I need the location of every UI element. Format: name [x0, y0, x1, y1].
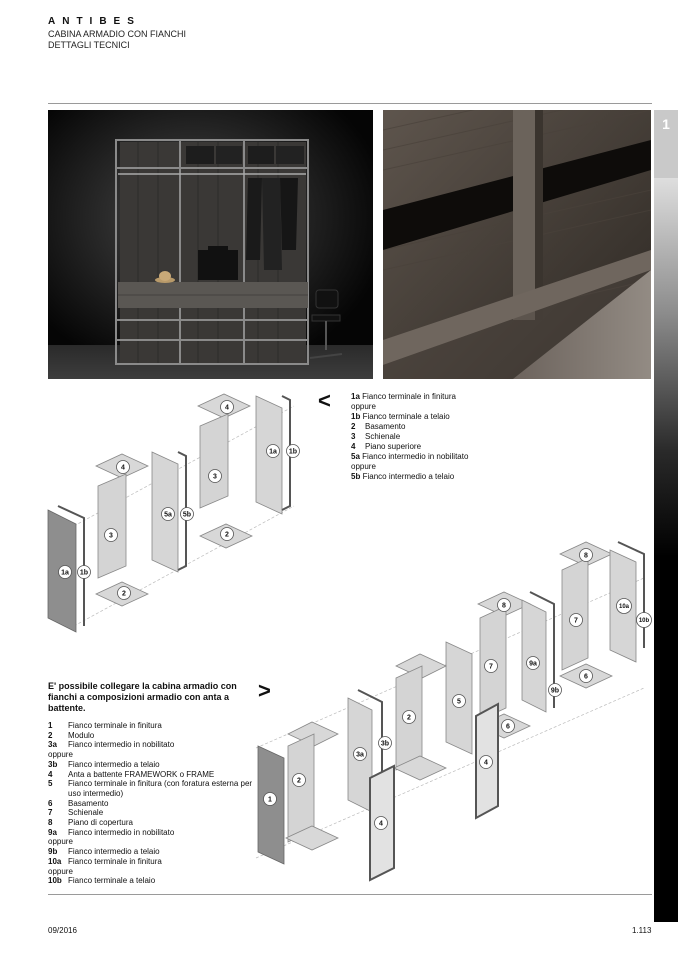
diagram1-badge	[267, 445, 280, 458]
legend-item: 1 Fianco terminale in finitura	[48, 721, 162, 730]
subtitle-line-1: CABINA ARMADIO CON FIANCHI	[48, 29, 187, 39]
side-gradient-bar	[654, 110, 678, 922]
svg-text:1a: 1a	[269, 448, 277, 456]
legend-item: 5b Fianco intermedio a telaio	[351, 472, 455, 481]
page-number: 1.113	[632, 926, 652, 935]
diagram1-badge	[221, 401, 234, 414]
chevron-right-icon: >	[258, 678, 271, 703]
svg-text:4: 4	[225, 404, 229, 412]
svg-text:6: 6	[584, 673, 588, 681]
legend-item: 4 Piano superiore	[351, 442, 422, 451]
diagram2-badge	[502, 720, 515, 733]
exploded-diagram-connected-wardrobe	[254, 538, 654, 888]
svg-text:4: 4	[484, 759, 488, 767]
legend-item: 7 Schienale	[48, 808, 104, 818]
legend-item: oppure	[351, 402, 376, 411]
svg-text:1b: 1b	[79, 569, 89, 577]
diagram2-badge	[264, 793, 277, 806]
svg-text:10a: 10a	[618, 604, 630, 610]
diagram2-badge	[549, 684, 562, 697]
svg-text:7: 7	[574, 617, 578, 625]
svg-text:3: 3	[213, 473, 217, 481]
diagram1-badge	[162, 508, 175, 521]
legend-item: oppure	[48, 750, 73, 760]
diagram1-badge	[118, 587, 131, 600]
diagram2-badge	[580, 549, 593, 562]
diagram2-badge	[453, 695, 466, 708]
legend-item: 2 Basamento	[351, 422, 406, 431]
svg-text:1a: 1a	[61, 569, 69, 577]
wood-detail-photo	[383, 110, 651, 379]
legend-item: 1a Fianco terminale in finitura	[351, 392, 456, 401]
legend-item: 10b Fianco terminale a telaio	[48, 876, 156, 886]
svg-text:3a: 3a	[356, 751, 364, 759]
svg-text:1b: 1b	[288, 448, 298, 456]
svg-text:5a: 5a	[164, 511, 172, 519]
svg-text:7: 7	[489, 663, 493, 671]
legend-item: 4 Anta a battente FRAMEWORK o FRAME	[48, 769, 215, 779]
legend-item: 5 Fianco terminale in finitura (con foratura esterna per uso intermedio)	[48, 779, 253, 798]
legend-item: 3b Fianco intermedio a telaio	[48, 759, 160, 769]
legend-item: 5a Fianco intermedio in nobilitato	[351, 452, 469, 461]
subtitle-line-2: DETTAGLI TECNICI	[48, 40, 130, 50]
svg-text:2: 2	[122, 590, 126, 598]
legend-item: 3 Schienale	[351, 432, 401, 441]
footer-date: 09/2016	[48, 926, 77, 935]
footer-divider	[48, 894, 652, 895]
diagram1-badge	[59, 566, 72, 579]
diagram2-badge	[570, 614, 583, 627]
header-divider	[48, 103, 652, 104]
legend-item: 1b Fianco terminale a telaio	[351, 412, 450, 421]
legend-item: 9b Fianco intermedio a telaio	[48, 847, 160, 857]
diagram1-badge	[117, 461, 130, 474]
section-tab-number: 1	[662, 116, 670, 132]
svg-text:5: 5	[457, 698, 461, 706]
diagram2-badge	[379, 737, 392, 750]
legend-item: 2 Modulo	[48, 730, 95, 740]
legend-item: 9a Fianco intermedio in nobilitato	[48, 827, 175, 837]
svg-text:10b: 10b	[638, 618, 650, 624]
diagram1-badge	[105, 529, 118, 542]
walk-in-closet-photo	[48, 110, 373, 379]
diagram2-badge	[485, 660, 498, 673]
svg-text:2: 2	[225, 531, 229, 539]
diagram2-badge	[480, 756, 493, 769]
diagram2-badge	[580, 670, 593, 683]
diagram2-badge	[403, 711, 416, 724]
diagram2-badge	[637, 613, 652, 628]
section-tab[interactable]	[654, 110, 678, 178]
diagram2-badge	[354, 748, 367, 761]
svg-text:9a: 9a	[529, 660, 537, 668]
connection-note: E' possibile collegare la cabina armadio con fianchi a composizioni armadio con anta a battente.	[48, 681, 237, 713]
diagram1-badge	[287, 445, 300, 458]
svg-text:1: 1	[268, 796, 272, 804]
legend-item: 3a Fianco intermedio in nobilitato	[48, 740, 175, 750]
diagram1-badge	[209, 470, 222, 483]
diagram1-badge	[221, 528, 234, 541]
svg-text:4: 4	[379, 820, 383, 828]
legend-item: 8 Piano di copertura	[48, 818, 133, 828]
bottom-legend	[48, 721, 263, 886]
top-legend	[351, 392, 468, 482]
diagram1-badge	[181, 508, 194, 521]
svg-text:2: 2	[407, 714, 411, 722]
legend-item: 10a Fianco terminale in finitura	[48, 856, 162, 866]
svg-text:5b: 5b	[182, 511, 192, 519]
diagram2-badge	[293, 774, 306, 787]
svg-text:4: 4	[121, 464, 125, 472]
legend-item: oppure	[351, 462, 376, 471]
svg-text:8: 8	[584, 552, 588, 560]
legend-item: oppure	[48, 837, 73, 847]
brand-title: ANTIBES	[48, 16, 141, 27]
svg-text:8: 8	[502, 602, 506, 610]
chevron-left-icon: <	[318, 388, 331, 413]
diagram2-badge	[527, 657, 540, 670]
diagram2-badge	[375, 817, 388, 830]
svg-text:2: 2	[297, 777, 301, 785]
svg-text:3b: 3b	[380, 740, 390, 748]
diagram2-badge	[498, 599, 511, 612]
legend-item: 6 Basamento	[48, 798, 109, 808]
svg-text:9b: 9b	[550, 687, 560, 695]
legend-item: oppure	[48, 866, 73, 876]
svg-text:6: 6	[506, 723, 510, 731]
diagram2-badge	[617, 599, 632, 614]
diagram1-badge	[78, 566, 91, 579]
svg-text:3: 3	[109, 532, 113, 540]
